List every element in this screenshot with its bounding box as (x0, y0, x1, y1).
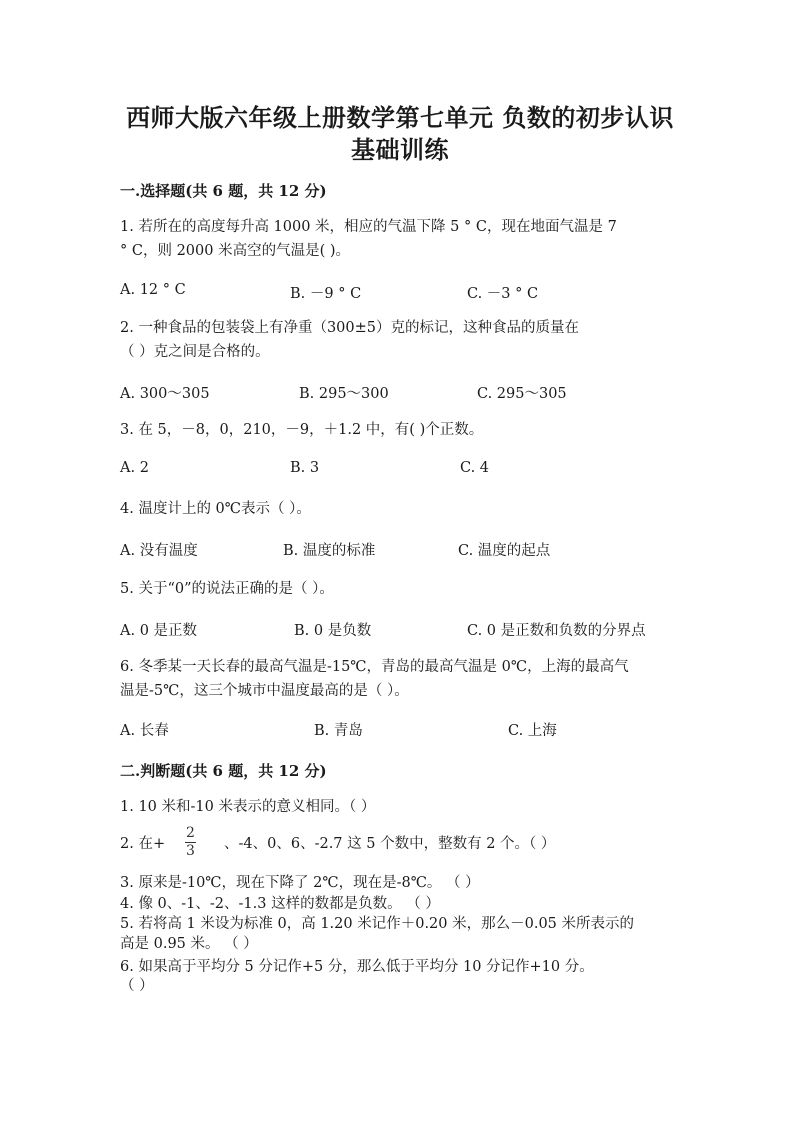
page-title-line1: 西师大版六年级上册数学第七单元 负数的初步认识 (126, 103, 674, 132)
question-6-option-c[interactable]: C. 上海 (508, 723, 557, 739)
judgment-5-line1: 5. 若将高 1 米设为标准 0，高 1.20 米记作＋0.20 米，那么－0.05 米所表示的 (120, 916, 635, 932)
question-5-option-b[interactable]: B. 0 是负数 (294, 623, 372, 639)
fraction-numerator: 2 (186, 825, 195, 841)
judgment-6-line2: （ ） (120, 978, 154, 994)
judgment-2-prefix: 2. 在+ (120, 836, 166, 852)
question-6-line1: 6. 冬季某一天长春的最高气温是-15℃，青岛的最高气温是 0℃，上海的最高气 (120, 659, 629, 675)
question-1-option-c[interactable]: C. －3 ° C (467, 286, 539, 302)
question-2-option-a[interactable]: A. 300～305 (120, 386, 210, 402)
question-4-line1: 4. 温度计上的 0℃表示（ ）。 (120, 501, 311, 517)
question-2-option-c[interactable]: C. 295～305 (477, 386, 567, 402)
question-3-option-b[interactable]: B. 3 (290, 460, 320, 476)
fraction-denominator: 3 (186, 843, 195, 859)
judgment-3: 3. 原来是-10℃，现在下降了 2℃，现在是-8℃。 （ ） (120, 875, 480, 891)
question-2-line2: （ ）克之间是合格的。 (120, 344, 270, 360)
question-6-option-b[interactable]: B. 青岛 (314, 723, 363, 739)
question-3-option-a[interactable]: A. 2 (120, 460, 149, 476)
question-2-line1: 2. 一种食品的包装袋上有净重（300±5）克的标记，这种食品的质量在 (120, 320, 579, 336)
judgment-5-line2: 高是 0.95 米。 （ ） (120, 936, 258, 952)
question-1-line2: ° C，则 2000 米高空的气温是( )。 (120, 243, 350, 259)
page-title-line2: 基础训练 (351, 135, 449, 164)
question-4-option-a[interactable]: A. 没有温度 (120, 543, 198, 559)
judgment-1: 1. 10 米和-10 米表示的意义相同。（ ） (120, 799, 376, 815)
question-2-option-b[interactable]: B. 295～300 (299, 386, 389, 402)
section-heading-judgment: 二.判断题(共 6 题，共 12 分) (120, 762, 327, 780)
question-4-option-b[interactable]: B. 温度的标准 (283, 543, 376, 559)
question-5-line1: 5. 关于“0”的说法正确的是（ ）。 (120, 581, 334, 597)
question-4-option-c[interactable]: C. 温度的起点 (458, 543, 551, 559)
judgment-4: 4. 像 0、-1、-2、-1.3 这样的数都是负数。 （ ） (120, 896, 440, 912)
question-1-option-b[interactable]: B. －9 ° C (290, 286, 362, 302)
question-6-line2: 温是-5℃，这三个城市中温度最高的是（ ）。 (120, 683, 409, 699)
fraction-two-thirds (185, 826, 196, 859)
question-3-line1: 3. 在 5，－8，0，210，－9，＋1.2 中，有( )个正数。 (120, 422, 484, 438)
section-heading-choice: 一.选择题(共 6 题，共 12 分) (120, 182, 327, 200)
question-1-line1: 1. 若所在的高度每升高 1000 米，相应的气温下降 5 ° C，现在地面气温是 7 (120, 219, 617, 235)
question-5-option-a[interactable]: A. 0 是正数 (120, 623, 198, 639)
question-5-option-c[interactable]: C. 0 是正数和负数的分界点 (467, 623, 646, 639)
judgment-2-suffix: 、-4、0、6、-2.7 这 5 个数中，整数有 2 个。（ ） (224, 836, 556, 852)
question-6-option-a[interactable]: A. 长春 (120, 723, 169, 739)
judgment-6-line1: 6. 如果高于平均分 5 分记作+5 分，那么低于平均分 10 分记作+10 分。 (120, 959, 594, 975)
question-1-option-a[interactable]: A. 12 ° C (120, 282, 186, 298)
question-3-option-c[interactable]: C. 4 (460, 460, 490, 476)
